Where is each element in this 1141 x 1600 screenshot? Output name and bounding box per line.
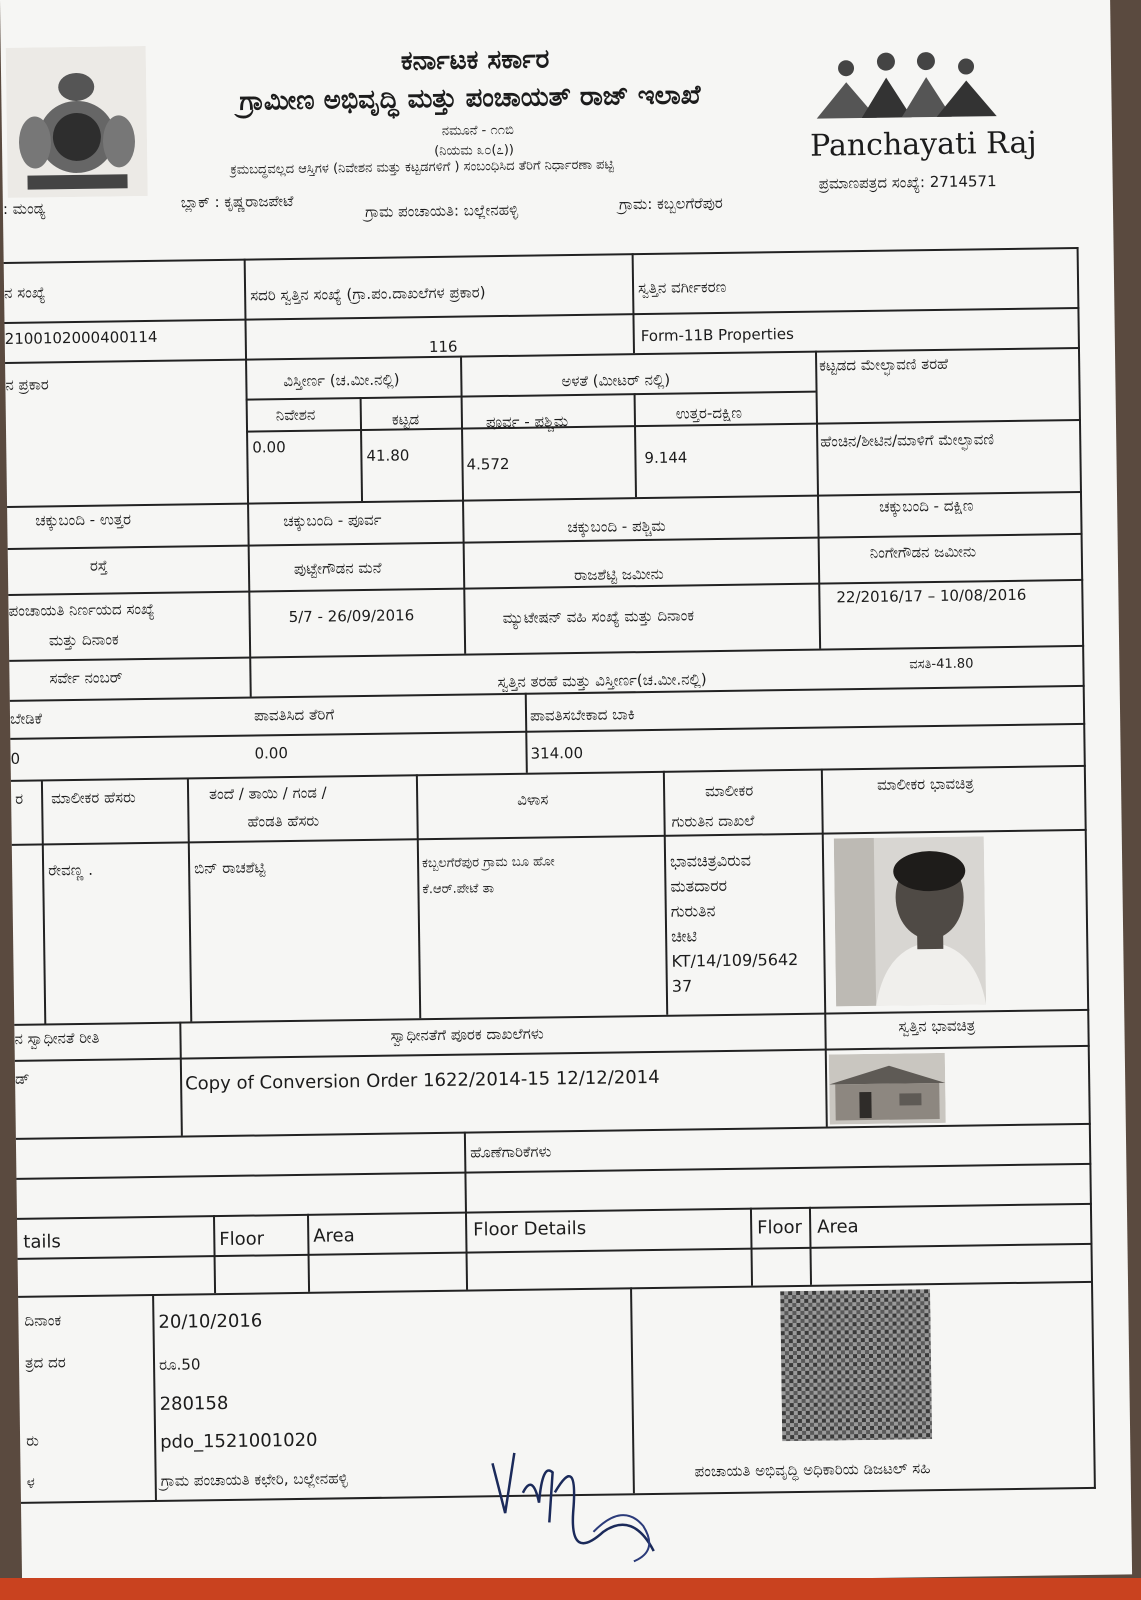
- roof-value: ಹೆಂಚಿನ/ಶೀಟಿನ/ಮಾಳಿಗೆ ಮೇಲ್ಛಾವಣಿ: [820, 430, 995, 451]
- issued-by-value: pdo_1521001020: [160, 1429, 318, 1453]
- floor-left: Floor: [219, 1228, 265, 1251]
- floor-details-left: tails: [23, 1231, 61, 1253]
- id-doc-label-1: ಮಾಲೀಕರ: [704, 781, 754, 801]
- site-label: ನಿವೇಶನ: [275, 405, 316, 425]
- area-right: Area: [817, 1216, 859, 1238]
- floor-details-right: Floor Details: [473, 1217, 587, 1241]
- north-south-label: ಉತ್ತರ-ದಕ್ಷಿಣ: [675, 403, 743, 423]
- resolution-label: ಪಂಚಾಯತಿ ನಿರ್ಣಯದ ಸಂಖ್ಯೆ: [8, 599, 155, 620]
- floor-right: Floor: [757, 1216, 803, 1239]
- balance-value: 314.00: [530, 743, 584, 763]
- property-photo-label: ಸ್ವತ್ತಿನ ಭಾವಚಿತ್ರ: [898, 1016, 976, 1036]
- dimensions-label: ಅಳತೆ (ಮೀಟರ್ ನಲ್ಲಿ): [561, 370, 671, 391]
- place-value: ಗ್ರಾಮ ಪಂಚಾಯತಿ ಕಛೇರಿ, ಬಲ್ಲೇನಹಳ್ಳಿ: [160, 1469, 348, 1490]
- fee-value: ರೂ.50: [158, 1355, 201, 1374]
- paid-tax-value: 0.00: [254, 744, 289, 763]
- id-line: ಮತದಾರರ: [670, 875, 728, 896]
- handwritten-signature: [482, 1431, 684, 1574]
- building-area-value: 41.80: [366, 446, 410, 465]
- owner-col-number: ರ: [15, 789, 24, 808]
- certificate-number: ಪ್ರಮಾಣಪತ್ರದ ಸಂಖ್ಯೆ: 2714571: [818, 172, 997, 193]
- boundary-north-value: ರಸ್ತೆ: [89, 556, 108, 575]
- owner-name-label: ಮಾಲೀಕರ ಹೆಸರು: [51, 788, 136, 808]
- boundary-west-value: ರಾಜಶೆಟ್ಟಿ ಜಮೀನು: [573, 564, 664, 585]
- roof-label: ಕಟ್ಟಡದ ಮೇಲ್ಛಾವಣಿ ತರಹೆ: [819, 354, 949, 375]
- fee-label: ತ್ರದ ದರ: [24, 1353, 66, 1372]
- gram-panchayat: ಗ್ರಾಮ ಪಂಚಾಯತಿ: ಬಲ್ಲೇನಹಳ್ಳಿ: [364, 200, 519, 221]
- mutation-label: ಮ್ಯುಟೇಷನ್ ವಹಿ ಸಂಖ್ಯೆ ಮತ್ತು ದಿನಾಂಕ: [502, 606, 695, 628]
- owner-address-2: ಕೆ.ಆರ್.ಪೇಟೆ ತಾ: [422, 881, 495, 898]
- id-line: ಚೀಟಿ: [671, 926, 698, 946]
- boundary-south-value: ನಿಂಗೇಗೌಡನ ಜಮೀನು: [869, 542, 977, 562]
- id-doc-label-2: ಗುರುತಿನ ದಾಖಲೆ: [671, 811, 755, 831]
- ownership-mode-value: ಡ್: [14, 1069, 30, 1088]
- property-id-value: 2100102000400114: [4, 327, 158, 348]
- east-west-value: 4.572: [466, 454, 510, 474]
- qr-code: [780, 1289, 932, 1441]
- boundary-east-value: ಪುಟ್ಟೇಗೌಡನ ಮನೆ: [293, 558, 382, 578]
- demand-label: ಬೇಡಿಕೆ: [9, 709, 43, 728]
- boundary-east-label: ಚಕ್ಕುಬಂದಿ - ಪೂರ್ವ: [283, 510, 382, 531]
- local-number-value: 116: [428, 337, 458, 357]
- type-area-value: ವಸತಿ-41.80: [909, 656, 974, 673]
- paid-tax-label: ಪಾವತಿಸಿದ ತೆರಿಗೆ: [253, 705, 335, 725]
- owner-address-1: ಕಬ್ಬಲಗೆರೆಪುರ ಗ್ರಾಮ ಬೂ ಹೋ: [421, 854, 555, 872]
- owner-id-document: [670, 847, 799, 999]
- demand-value: 0: [10, 749, 21, 768]
- local-number-label: ಸದರಿ ಸ್ವತ್ತಿನ ಸಂಖ್ಯೆ (ಗ್ರಾ.ಪಂ.ದಾಖಲೆಗಳ ಪ್ರಕಾರ): [250, 283, 486, 305]
- id-line: KT/14/109/5642: [671, 949, 799, 971]
- block: ಬ್ಲಾಕ್ : ಕೃಷ್ಣರಾಜಪೇಟೆ: [180, 191, 294, 212]
- district: : ಮಂಡ್ಯ: [2, 199, 46, 218]
- receipt-number: 280158: [159, 1392, 229, 1415]
- property-id-label: ನ ಸಂಖ್ಯೆ: [3, 283, 46, 302]
- village: ಗ್ರಾಮ: ಕಬ್ಬಲಗೆರೆಪುರ: [618, 193, 723, 214]
- boundary-south-label: ಚಕ್ಕುಬಂದಿ - ದಕ್ಷಿಣ: [879, 496, 974, 516]
- boundary-west-label: ಚಕ್ಕುಬಂದಿ - ಪಶ್ಚಿಮ: [567, 516, 666, 537]
- issue-date-label: ದಿನಾಂಕ: [24, 1311, 62, 1330]
- owner-photo-label: ಮಾಲೀಕರ ಭಾವಚಿತ್ರ: [876, 774, 974, 794]
- id-line: ಗುರುತಿನ: [670, 901, 716, 921]
- classification-value: Form-11B Properties: [640, 324, 795, 346]
- building-label: ಕಟ್ಟಡ: [391, 410, 420, 429]
- resolution-label-2: ಮತ್ತು ದಿನಾಂಕ: [48, 630, 119, 650]
- mutation-value: 22/2016/17 – 10/08/2016: [836, 585, 1027, 607]
- panchayati-raj-logo-icon: [806, 46, 1007, 129]
- owner-name: ರೇವಣ್ಣ .: [48, 860, 94, 880]
- ownership-mode-label: ನ ಸ್ವಾಧೀನತೆ ರೀತಿ: [14, 1028, 100, 1048]
- site-area-value: 0.00: [252, 438, 286, 457]
- panchayati-raj-logo-text: Panchayati Raj: [809, 125, 1037, 164]
- owner-relation: ಬಿನ್ ರಾಚಶೆಟ್ಟಿ: [194, 858, 266, 878]
- area-left: Area: [313, 1225, 355, 1247]
- rule-number: (ನಿಯಮ ೩೦(೭)): [434, 142, 515, 159]
- background-strip: [0, 1578, 1141, 1600]
- govt-title: ಕರ್ನಾಟಕ ಸರ್ಕಾರ: [400, 44, 550, 77]
- digital-signature-label: ಪಂಚಾಯತಿ ಅಭಿವೃದ್ಧಿ ಅಧಿಕಾರಿಯ ಡಿಜಟಲ್ ಸಹಿ: [694, 1459, 931, 1481]
- id-line: 37: [671, 976, 693, 996]
- department-title: ಗ್ರಾಮೀಣ ಅಭಿವೃದ್ಧಿ ಮತ್ತು ಪಂಚಾಯತ್ ರಾಜ್ ಇಲಾಖೆ: [239, 80, 701, 117]
- boundary-north-label: ಚಕ್ಕುಬಂದಿ - ಉತ್ತರ: [35, 510, 132, 530]
- address-label: ವಿಳಾಸ: [517, 790, 549, 809]
- classification-label: ಸ್ವತ್ತಿನ ವರ್ಗೀಕರಣ: [637, 277, 727, 298]
- resolution-value: 5/7 - 26/09/2016: [288, 606, 415, 627]
- north-south-value: 9.144: [644, 448, 688, 468]
- place-label: ಳ: [26, 1473, 35, 1492]
- east-west-label: ಪೂರ್ವ - ಪಶ್ಚಿಮ: [485, 412, 569, 432]
- type-area-label: ಸ್ವತ್ತಿನ ತರಹೆ ಮತ್ತು ವಿಸ್ತೀರ್ಣ(ಚ.ಮೀ.ನಲ್ಲಿ): [497, 670, 707, 692]
- supporting-docs-value: Copy of Conversion Order 1622/2014-15 12/12/2014: [185, 1066, 660, 1095]
- property-photo: [829, 1053, 946, 1125]
- area-label: ವಿಸ್ತೀರ್ಣ (ಚ.ಮೀ.ನಲ್ಲಿ): [283, 370, 400, 391]
- karnataka-emblem-icon: [6, 46, 148, 198]
- owner-photo: [834, 836, 986, 1006]
- relation-label-2: ಹೆಂಡತಿ ಹೆಸರು: [247, 811, 320, 831]
- issued-by-label: ರು: [25, 1431, 39, 1450]
- issue-date-value: 20/10/2016: [158, 1310, 263, 1333]
- form-subtitle: ಕ್ರಮಬದ್ಧವಲ್ಲದ ಆಸ್ತಿಗಳ (ನಿವೇಶನ ಮತ್ತು ಕಟ್ಟಡಗಳಿಗೆ ) ಸಂಬಂಧಿಸಿದ ತೆರಿಗೆ ನಿರ್ಧಾರಣಾ ಪಟ್ಟಿ: [230, 157, 614, 178]
- liabilities-label: ಹೊಣೆಗಾರಿಕೆಗಳು: [470, 1142, 552, 1162]
- id-line: ಭಾವಚಿತ್ರವಿರುವ: [669, 850, 752, 871]
- balance-label: ಪಾವತಿಸಬೇಕಾದ ಬಾಕಿ: [529, 705, 635, 725]
- relation-label-1: ತಂದೆ / ತಾಯಿ / ಗಂಡ /: [208, 783, 327, 804]
- form-number: ನಮೂನೆ - ೧೧ಬಿ: [441, 122, 514, 139]
- survey-number-label: ಸರ್ವೇ ನಂಬರ್: [49, 668, 123, 688]
- property-type-label: ನ ಪ್ರಕಾರ: [5, 375, 49, 394]
- supporting-docs-label: ಸ್ವಾಧೀನತೆಗೆ ಪೂರಕ ದಾಖಲೆಗಳು: [390, 1024, 544, 1045]
